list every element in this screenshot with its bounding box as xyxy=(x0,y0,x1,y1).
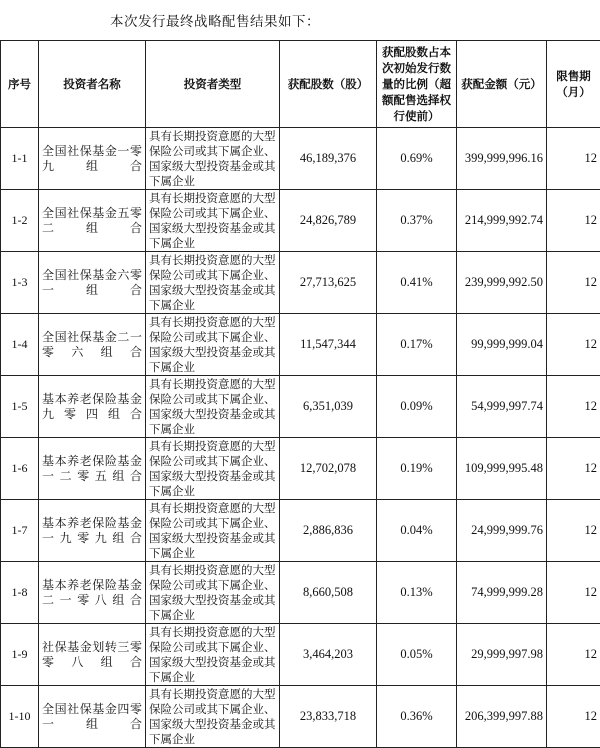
row-shares: 24,826,789 xyxy=(280,190,377,252)
table-row xyxy=(1,376,600,438)
row-id: 1-10 xyxy=(1,686,39,748)
row-investor-type: 具有长期投资意愿的大型保险公司或其下属企业、国家级大型投资基金或其下属企业 xyxy=(146,562,280,624)
header-investor-name: 投资者名称 xyxy=(39,41,146,128)
row-amount: 74,999,999.28 xyxy=(457,562,547,624)
row-investor-name: 全国社保基金六零一组合 xyxy=(39,252,146,314)
table-row xyxy=(1,190,600,252)
row-amount: 24,999,999.76 xyxy=(457,500,547,562)
row-amount: 54,999,997.74 xyxy=(457,376,547,438)
row-id: 1-3 xyxy=(1,252,39,314)
header-shares: 获配股数（股） xyxy=(280,41,377,128)
row-id: 1-1 xyxy=(1,128,39,190)
row-amount: 99,999,999.04 xyxy=(457,314,547,376)
row-ratio: 0.36% xyxy=(377,686,457,748)
header-amount: 获配金额（元） xyxy=(457,41,547,128)
table-row xyxy=(1,624,600,686)
row-investor-type: 具有长期投资意愿的大型保险公司或其下属企业、国家级大型投资基金或其下属企业 xyxy=(146,438,280,500)
table-row xyxy=(1,500,600,562)
row-investor-type: 具有长期投资意愿的大型保险公司或其下属企业、国家级大型投资基金或其下属企业 xyxy=(146,500,280,562)
row-shares: 23,833,718 xyxy=(280,686,377,748)
row-amount: 214,999,992.74 xyxy=(457,190,547,252)
table-row xyxy=(1,438,600,500)
row-investor-type: 具有长期投资意愿的大型保险公司或其下属企业、国家级大型投资基金或其下属企业 xyxy=(146,686,280,748)
row-id: 1-9 xyxy=(1,624,39,686)
row-amount: 206,399,997.88 xyxy=(457,686,547,748)
row-investor-type: 具有长期投资意愿的大型保险公司或其下属企业、国家级大型投资基金或其下属企业 xyxy=(146,376,280,438)
row-amount: 239,999,992.50 xyxy=(457,252,547,314)
row-investor-type: 具有长期投资意愿的大型保险公司或其下属企业、国家级大型投资基金或其下属企业 xyxy=(146,314,280,376)
row-investor-type: 具有长期投资意愿的大型保险公司或其下属企业、国家级大型投资基金或其下属企业 xyxy=(146,624,280,686)
row-lockup: 12 xyxy=(547,252,600,314)
row-investor-name: 全国社保基金四零一组合 xyxy=(39,686,146,748)
header-ratio: 获配股数占本次初始发行数量的比例（超额配售选择权行使前） xyxy=(377,41,457,128)
row-investor-type: 具有长期投资意愿的大型保险公司或其下属企业、国家级大型投资基金或其下属企业 xyxy=(146,128,280,190)
row-id: 1-7 xyxy=(1,500,39,562)
row-shares: 3,464,203 xyxy=(280,624,377,686)
row-id: 1-4 xyxy=(1,314,39,376)
row-ratio: 0.09% xyxy=(377,376,457,438)
table-row xyxy=(1,686,600,748)
row-lockup: 12 xyxy=(547,500,600,562)
header-seq: 序号 xyxy=(1,41,39,128)
row-id: 1-8 xyxy=(1,562,39,624)
row-id: 1-2 xyxy=(1,190,39,252)
row-amount: 399,999,996.16 xyxy=(457,128,547,190)
table-row xyxy=(1,562,600,624)
row-lockup: 12 xyxy=(547,376,600,438)
row-investor-name: 全国社保基金五零二组合 xyxy=(39,190,146,252)
row-ratio: 0.05% xyxy=(377,624,457,686)
table-row xyxy=(1,252,600,314)
row-ratio: 0.04% xyxy=(377,500,457,562)
row-shares: 11,547,344 xyxy=(280,314,377,376)
row-ratio: 0.19% xyxy=(377,438,457,500)
table-header-row xyxy=(1,41,600,128)
row-lockup: 12 xyxy=(547,190,600,252)
row-investor-type: 具有长期投资意愿的大型保险公司或其下属企业、国家级大型投资基金或其下属企业 xyxy=(146,190,280,252)
row-lockup: 12 xyxy=(547,314,600,376)
row-investor-name: 基本养老保险基金一九零九组合 xyxy=(39,500,146,562)
row-investor-name: 全国社保基金一零九组合 xyxy=(39,128,146,190)
row-investor-type: 具有长期投资意愿的大型保险公司或其下属企业、国家级大型投资基金或其下属企业 xyxy=(146,252,280,314)
row-shares: 12,702,078 xyxy=(280,438,377,500)
row-ratio: 0.69% xyxy=(377,128,457,190)
row-ratio: 0.37% xyxy=(377,190,457,252)
row-investor-name: 全国社保基金二一零六组合 xyxy=(39,314,146,376)
row-ratio: 0.13% xyxy=(377,562,457,624)
row-lockup: 12 xyxy=(547,128,600,190)
row-shares: 6,351,039 xyxy=(280,376,377,438)
row-investor-name: 社保基金划转三零零八组合 xyxy=(39,624,146,686)
row-shares: 46,189,376 xyxy=(280,128,377,190)
row-amount: 109,999,995.48 xyxy=(457,438,547,500)
row-shares: 27,713,625 xyxy=(280,252,377,314)
row-id: 1-6 xyxy=(1,438,39,500)
table-row xyxy=(1,314,600,376)
row-shares: 8,660,508 xyxy=(280,562,377,624)
row-shares: 2,886,836 xyxy=(280,500,377,562)
row-investor-name: 基本养老保险基金二一零八组合 xyxy=(39,562,146,624)
table-row xyxy=(1,128,600,190)
row-ratio: 0.41% xyxy=(377,252,457,314)
header-investor-type: 投资者类型 xyxy=(146,41,280,128)
row-lockup: 12 xyxy=(547,438,600,500)
row-investor-name: 基本养老保险基金一二零五组合 xyxy=(39,438,146,500)
intro-text: 本次发行最终战略配售结果如下： xyxy=(110,14,320,30)
row-investor-name: 基本养老保险基金九零四组合 xyxy=(39,376,146,438)
row-lockup: 12 xyxy=(547,686,600,748)
row-id: 1-5 xyxy=(1,376,39,438)
row-lockup: 12 xyxy=(547,562,600,624)
row-amount: 29,999,997.98 xyxy=(457,624,547,686)
header-lockup: 限售期（月） xyxy=(547,41,600,128)
row-lockup: 12 xyxy=(547,624,600,686)
row-ratio: 0.17% xyxy=(377,314,457,376)
allocation-table xyxy=(0,40,600,748)
